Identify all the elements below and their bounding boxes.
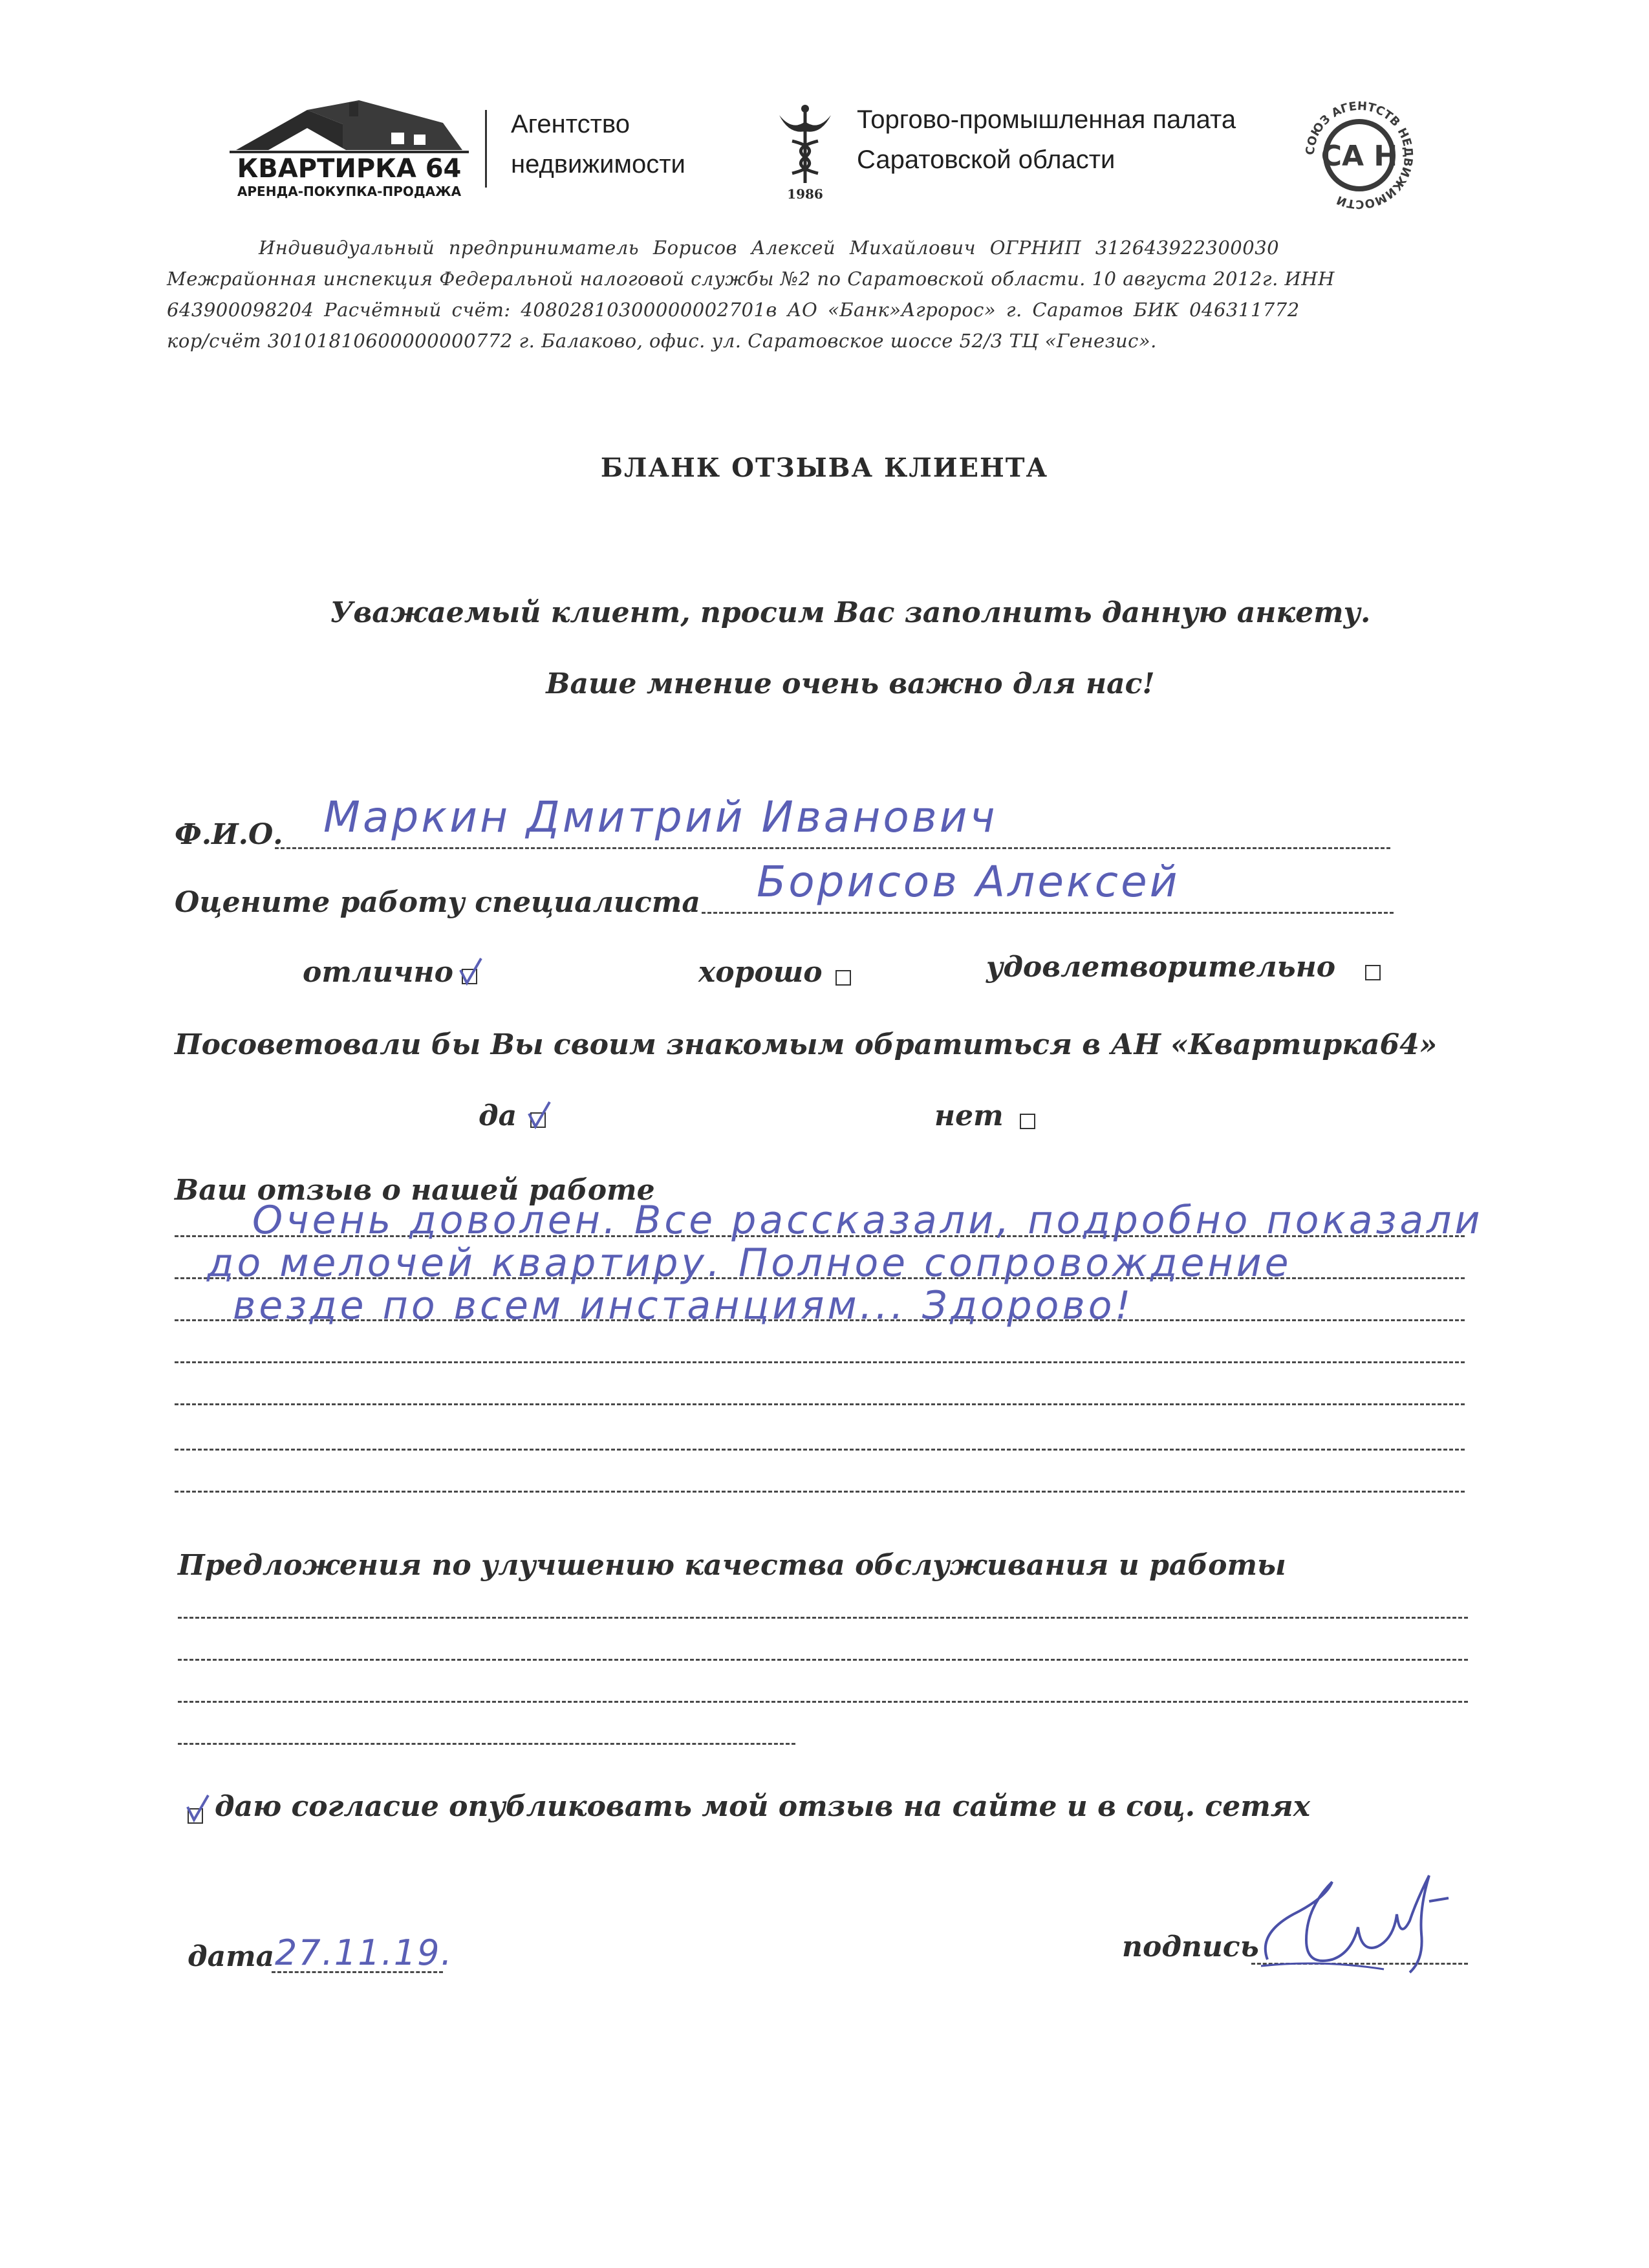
consent-option[interactable] [188, 1790, 1352, 1835]
option-yes-label: да [479, 1099, 517, 1132]
signature-label: подпись [1122, 1930, 1259, 1963]
caduceus-icon [773, 102, 837, 186]
checkmark-icon [458, 956, 484, 988]
rate-specialist-field-line [702, 912, 1394, 914]
emblem-year: 1986 [787, 186, 823, 202]
rate-specialist-value[interactable]: Борисов Алексей [757, 857, 1180, 907]
suggestions-field[interactable] [178, 1578, 1468, 1772]
suggestions-line [178, 1617, 1468, 1619]
requisites-line-4: кор/счёт 30101810600000000772 г. Балаково, офис. ул. Саратовское шоссе 52/3 ТЦ «Генезис». [167, 330, 1157, 352]
date-value[interactable]: 27.11.19. [275, 1932, 453, 1973]
review-handwritten-line-1: Очень доволен. Все рассказали, подробно показали [252, 1198, 1483, 1243]
house-roof-icon [230, 97, 469, 155]
requisites-line-1: Индивидуальный предприниматель Борисов Алексей Михайлович ОГРНИП 312643922300030 [259, 237, 1280, 259]
option-satisfactory-label: удовлетворительно [986, 951, 1336, 984]
chamber-emblem [773, 102, 837, 206]
review-line [175, 1449, 1465, 1451]
option-good-checkbox[interactable] [835, 970, 851, 986]
agency-logo-tagline: АРЕНДА-ПОКУПКА-ПРОДАЖА [237, 184, 462, 199]
option-yes[interactable] [479, 1099, 556, 1145]
review-label: Ваш отзыв о нашей работе [175, 1174, 655, 1207]
fio-label: Ф.И.О. [175, 818, 283, 851]
agency-type-line2: недвижимости [511, 150, 685, 178]
option-good[interactable] [698, 956, 867, 1001]
option-good-label: хорошо [698, 956, 823, 989]
option-excellent[interactable] [303, 956, 497, 1001]
review-field[interactable] [175, 1198, 1483, 1526]
review-line [175, 1491, 1465, 1493]
union-seal-icon [1300, 96, 1419, 215]
suggestions-label: Предложения по улучшению качества обслуживания и работы [178, 1549, 1286, 1582]
option-no[interactable] [934, 1099, 1051, 1145]
chamber-name-line2: Саратовской области [857, 146, 1116, 174]
option-satisfactory-checkbox[interactable] [1365, 965, 1381, 980]
review-line [175, 1361, 1465, 1363]
chamber-name-line1: Торгово-промышленная палата [857, 105, 1236, 134]
review-line [175, 1403, 1465, 1405]
date-label: дата [188, 1940, 275, 1973]
union-seal [1300, 96, 1419, 215]
option-no-label: нет [934, 1099, 1004, 1132]
agency-logo [230, 97, 469, 200]
rate-specialist-label: Оцените работу специалиста [175, 886, 700, 919]
checkmark-icon [526, 1099, 552, 1132]
fio-value[interactable]: Маркин Дмитрий Иванович [323, 792, 998, 842]
recommend-label: Посоветовали бы Вы своим знакомым обратиться в АН «Квартирка64» [175, 1028, 1438, 1061]
union-seal-letters: СА Н [1320, 140, 1398, 173]
agency-type-line1: Агентство [511, 110, 630, 138]
signature-mark[interactable] [1255, 1863, 1468, 1985]
checkmark-icon [185, 1793, 211, 1825]
agency-logo-name: КВАРТИРКА 64 [237, 154, 462, 184]
review-handwritten-line-2: до мелочей квартиру. Полное сопровождение [207, 1240, 1292, 1286]
greeting-line-2: Ваше мнение очень важно для нас! [546, 667, 1155, 700]
union-seal-text: СОЮЗ АГЕНТСТВ НЕДВИЖИМОСТИ [1303, 99, 1416, 211]
suggestions-line [178, 1659, 1468, 1661]
form-title: БЛАНК ОТЗЫВА КЛИЕНТА [600, 453, 1049, 483]
review-handwritten-line-3: везде по всем инстанциям... Здорово! [233, 1283, 1134, 1328]
requisites-line-2: Межрайонная инспекция Федеральной налоговой службы №2 по Саратовской области. 10 августа 2012г. ИНН [167, 268, 1335, 290]
fio-field-line [275, 847, 1390, 849]
suggestions-line [178, 1701, 1468, 1703]
greeting-line-1: Уважаемый клиент, просим Вас заполнить данную анкету. [330, 596, 1371, 629]
option-excellent-label: отлично [303, 956, 453, 989]
header-separator [485, 110, 487, 188]
consent-label: даю согласие опубликовать мой отзыв на сайте и в соц. сетях [215, 1790, 1310, 1823]
suggestions-line [178, 1743, 795, 1745]
requisites-line-3: 643900098204 Расчётный счёт: 40802810300000002701в АО «Банк»Агророс» г. Саратов БИК 046311772 [167, 299, 1300, 321]
option-satisfactory[interactable] [986, 951, 1387, 996]
option-no-checkbox[interactable] [1020, 1114, 1035, 1129]
